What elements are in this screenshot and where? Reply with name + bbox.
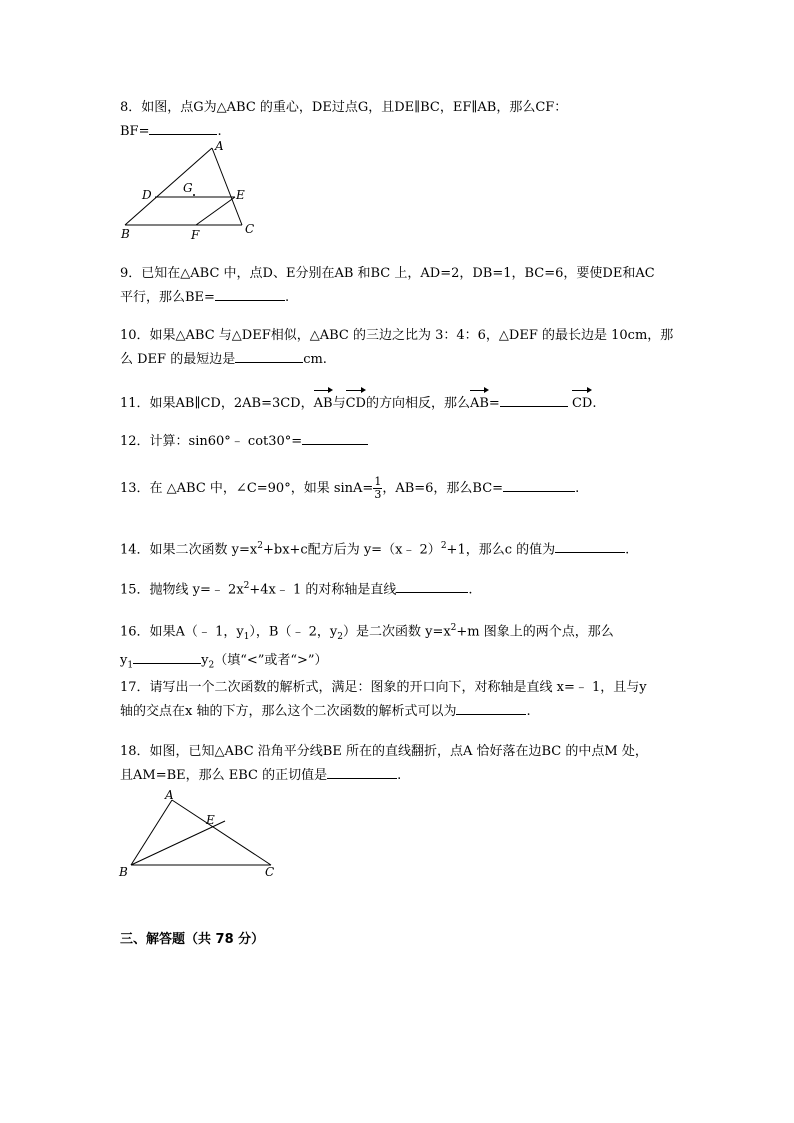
q16-line2: $y_1$ $y_2$（填“<”或者“>”） (120, 649, 680, 678)
question-12: 12．计算：sin60°﹣ cot30°= (120, 430, 680, 454)
question-15: 15．抛物线 y=﹣ $2x^2+4x﹣$ 1 的对称轴是直线 . (120, 581, 473, 598)
fig1-label-f: F (191, 228, 200, 242)
q13-answer-blank[interactable] (503, 478, 575, 492)
question-9 (120, 262, 680, 310)
fig1-label-g: G (183, 181, 193, 195)
q11-answer-blank[interactable] (500, 393, 568, 407)
question-17 (120, 676, 680, 724)
q18-answer-blank[interactable] (327, 765, 397, 779)
q10-line1: 10．如果△ABC 与△DEF相似，△ABC 的三边之比为 3：4：6，△DEF 的最长边是 10cm，那 (120, 328, 674, 343)
q8-answer-blank[interactable] (149, 121, 217, 135)
q12-answer-blank[interactable] (302, 431, 368, 445)
figure-triangle-bisector (115, 788, 285, 883)
q10-answer-blank[interactable] (235, 349, 303, 363)
vector-cd-2: CD (572, 388, 592, 416)
q18-line2: 且AM=BE，那么 EBC 的正切值是 . (120, 764, 680, 788)
question-11: 11．如果AB∥CD，2AB=3CD，AB与CD的方向相反，那么AB= CD. (120, 388, 680, 416)
question-13: 13．在 △ABC 中，∠C=90°，如果 sinA= $\frac{1}{3}$ ，AB=6，那么BC= . (120, 475, 580, 501)
fig1-label-c: C (245, 222, 255, 236)
question-10 (120, 324, 680, 372)
q17-answer-blank[interactable] (456, 701, 526, 715)
q17-line2: 轴的交点在x 轴的下方，那么这个二次函数的解析式可以为 . (120, 700, 680, 724)
question-8 (120, 96, 680, 144)
q9-line1: 9．已知在△ABC 中，点D、E分别在AB 和BC 上，AD=2，DB=1，BC=6，要使DE和AC (120, 266, 655, 281)
q15-answer-blank[interactable] (396, 579, 468, 593)
q17-line1: 17．请写出一个二次函数的解析式，满足：图象的开口向下，对称轴是直线 x=﹣ 1，且与y (120, 680, 647, 695)
fig2-label-c: C (265, 865, 275, 879)
q16-line1: 16．如果A（﹣ 1，$y_1$），B（﹣ 2，$y_2$）是二次函数 $y=x^2+m$ 图象上的两个点，那么 (120, 623, 614, 642)
question-16 (120, 616, 680, 678)
section-3-header: 三、解答题（共 78 分） (120, 932, 265, 947)
q8-line1: 8．如图，点G为△ABC 的重心，DE过点G，且DE∥BC，EF∥AB，那么CF： (120, 100, 568, 115)
q14-answer-blank[interactable] (555, 539, 625, 553)
fig1-label-b: B (121, 227, 130, 241)
vector-ab-2: AB (470, 388, 489, 416)
q16-answer-blank[interactable] (133, 650, 201, 664)
q8-line2: BF= . (120, 120, 680, 144)
q10-line2: 么 DEF 的最短边是 cm. (120, 348, 680, 372)
q9-line2: 平行，那么BE= . (120, 286, 680, 310)
fig1-line-ef (196, 197, 235, 225)
vector-cd-1: CD (346, 388, 366, 416)
q18-line1: 18．如图，已知△ABC 沿角平分线BE 所在的直线翻折，点A 恰好落在边BC 的中点M 处， (120, 744, 648, 759)
fig1-line-ba (125, 148, 212, 225)
fraction-one-third: $\frac{1}{3}$ (374, 475, 382, 501)
fig2-label-b: B (119, 865, 128, 879)
question-18 (120, 740, 680, 788)
fig2-line-ac (172, 800, 271, 865)
fig1-label-d: D (142, 188, 152, 202)
fig2-label-e: E (206, 813, 215, 827)
fig1-label-a: A (215, 139, 224, 153)
question-14: 14．如果二次函数 $y=x^2+bx+c$配方后为 y=（x﹣ 2）$^2$+1，那么c 的值为 . (120, 541, 630, 558)
q9-answer-blank[interactable] (215, 287, 285, 301)
fig2-label-a: A (165, 788, 174, 802)
fig1-point-g (193, 194, 195, 196)
vector-ab-1: AB (314, 388, 333, 416)
fig1-label-e: E (236, 188, 245, 202)
fig1-line-ac (212, 148, 242, 225)
figure-triangle-centroid (115, 138, 265, 243)
